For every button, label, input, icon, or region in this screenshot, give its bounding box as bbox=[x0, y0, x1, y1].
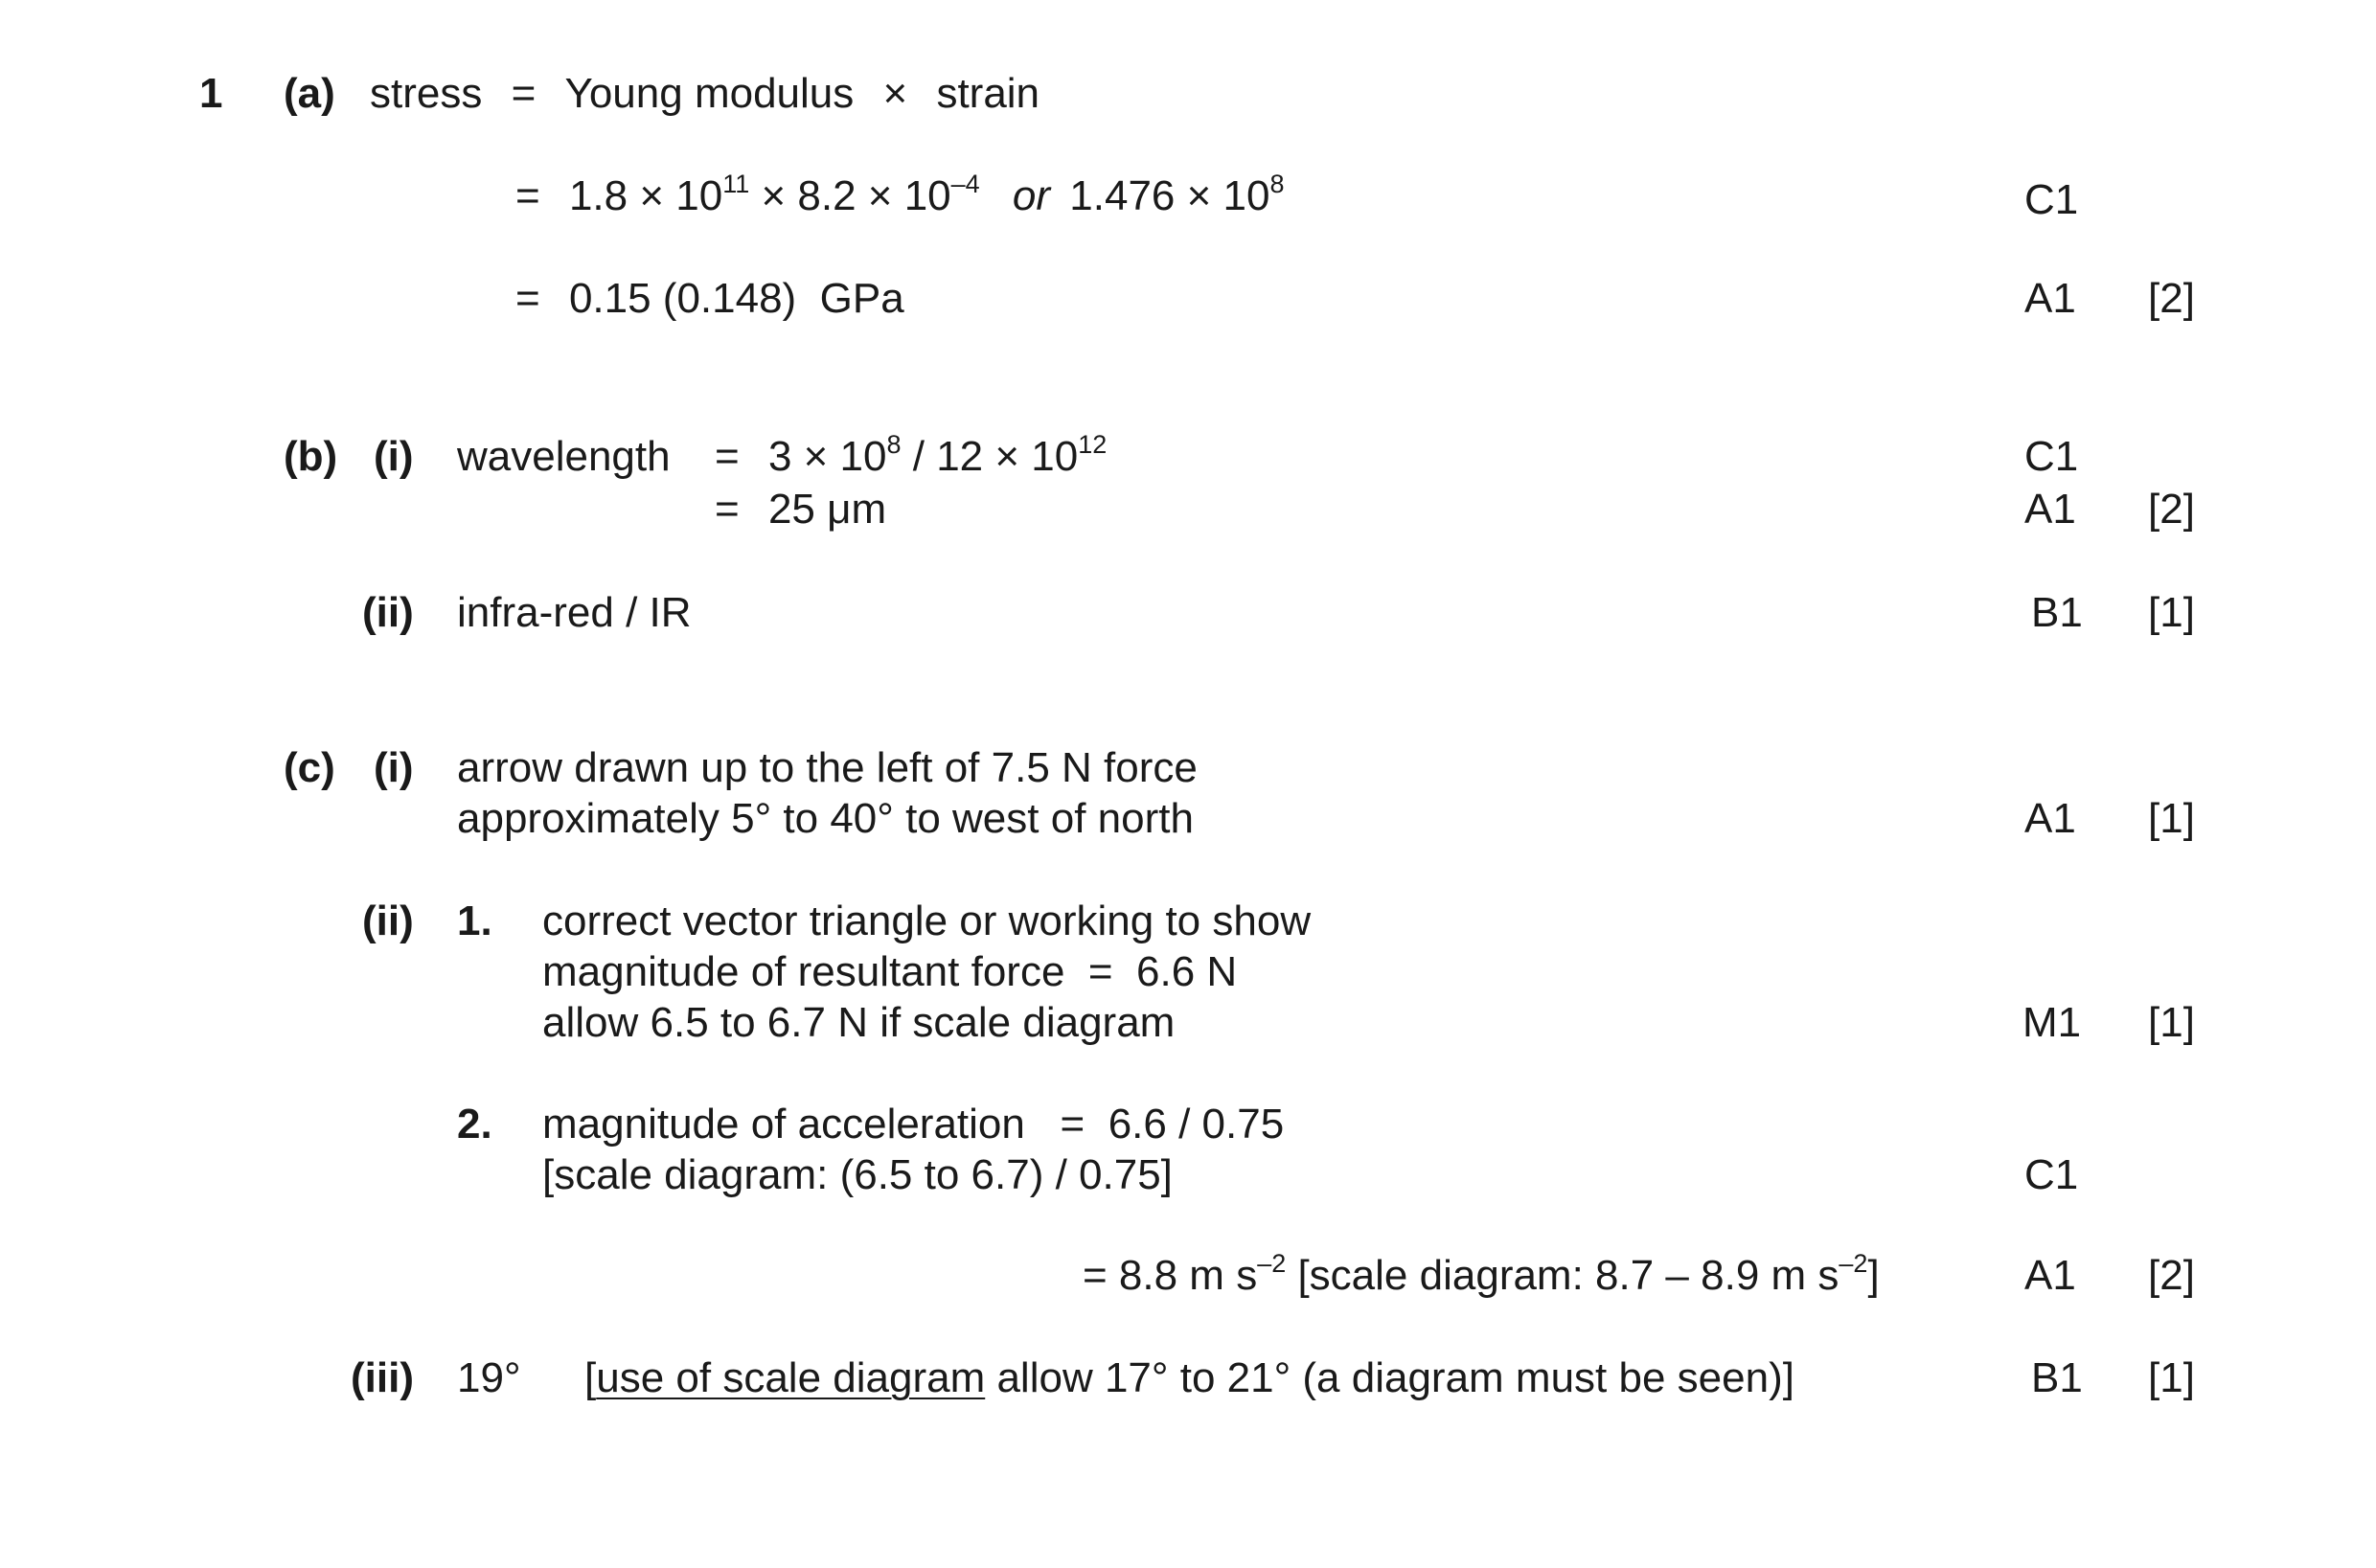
b-i-mark-a1: A1 bbox=[2024, 486, 2076, 533]
a-mark-a1: A1 bbox=[2024, 275, 2076, 322]
b-i-label: (i) bbox=[374, 433, 414, 480]
a-line1 bbox=[370, 70, 1040, 117]
c-ii-1-line1: correct vector triangle or working to show bbox=[542, 898, 1312, 944]
a-line1-t2: strain bbox=[936, 70, 1040, 117]
a-line1-t1: Young modulus bbox=[564, 70, 855, 117]
a-line1-eq: = bbox=[511, 70, 537, 117]
b-i-e2: 12 bbox=[1078, 430, 1108, 459]
c-ii-2-line1: magnitude of acceleration = 6.6 / 0.75 bbox=[542, 1101, 1285, 1148]
b-i-line2 bbox=[715, 486, 887, 533]
c-iii-label: (iii) bbox=[351, 1354, 414, 1401]
c-iii-rest: allow 17° to 21° (a diagram must be seen)] bbox=[985, 1354, 1794, 1401]
c-iii-open: [ bbox=[584, 1354, 597, 1401]
part-a-label: (a) bbox=[284, 70, 335, 117]
c-ii-2-mark-a1: A1 bbox=[2024, 1252, 2076, 1299]
b-ii-total: [1] bbox=[2148, 589, 2195, 636]
b-i-line1 bbox=[715, 430, 1108, 480]
a-line1-lhs: stress bbox=[370, 70, 483, 117]
c-ii-1-num: 1. bbox=[457, 898, 492, 944]
b-i-lhs: wavelength bbox=[457, 433, 671, 480]
part-c-label: (c) bbox=[284, 744, 335, 791]
b-i-p1: 3 × 10 bbox=[767, 433, 887, 480]
c-ii-2-num: 2. bbox=[457, 1101, 492, 1148]
c-ii-2-r2: [scale diagram: 8.7 – 8.9 m s bbox=[1286, 1252, 1839, 1299]
a-line2-or: or bbox=[1012, 172, 1051, 219]
c-ii-2-r3: ] bbox=[1867, 1252, 1880, 1299]
a-line1-times: × bbox=[882, 70, 908, 117]
c-ii-2-mark-c1: C1 bbox=[2024, 1151, 2079, 1198]
b-ii-text: infra-red / IR bbox=[457, 589, 692, 636]
b-ii-label: (ii) bbox=[362, 589, 414, 636]
a-line2-e1: 11 bbox=[722, 170, 750, 198]
b-i-res: 25 μm bbox=[767, 486, 887, 533]
part-b-label: (b) bbox=[284, 433, 338, 480]
c-iii-mark: B1 bbox=[2031, 1354, 2083, 1401]
b-i-eq1: = bbox=[715, 433, 740, 480]
b-i-expr bbox=[767, 430, 1108, 480]
c-i-total: [1] bbox=[2148, 795, 2195, 842]
c-ii-1-line2: magnitude of resultant force = 6.6 N bbox=[542, 948, 1238, 995]
c-ii-2-r1e: –2 bbox=[1257, 1249, 1287, 1278]
c-iii-note bbox=[584, 1354, 1794, 1401]
b-i-e1: 8 bbox=[886, 430, 902, 459]
c-ii-2-line2: [scale diagram: (6.5 to 6.7) / 0.75] bbox=[542, 1151, 1173, 1198]
a-line2-eq: = bbox=[515, 172, 540, 219]
c-iii-underlined: use of scale diagram bbox=[596, 1354, 986, 1401]
a-line2-alt bbox=[1069, 172, 1284, 219]
a-line2-expr bbox=[569, 172, 980, 219]
question-number: 1 bbox=[199, 70, 223, 117]
b-i-p2: / 12 × 10 bbox=[901, 433, 1079, 480]
b-i-total: [2] bbox=[2148, 486, 2195, 533]
a-line2-p3: 1.476 × 10 bbox=[1069, 172, 1270, 219]
c-ii-label: (ii) bbox=[362, 898, 414, 944]
c-iii-answer: 19° bbox=[457, 1354, 521, 1401]
a-line3-eq: = bbox=[515, 275, 540, 322]
a-line2-p2: × 8.2 × 10 bbox=[749, 172, 951, 219]
c-i-line1: arrow drawn up to the left of 7.5 N force bbox=[457, 744, 1198, 791]
c-ii-1-line3: allow 6.5 to 6.7 N if scale diagram bbox=[542, 999, 1176, 1046]
c-ii-2-result bbox=[1083, 1249, 1880, 1299]
c-iii-total: [1] bbox=[2148, 1354, 2195, 1401]
c-ii-2-r1: = 8.8 m s bbox=[1083, 1252, 1258, 1299]
b-i-mark-c1: C1 bbox=[2024, 433, 2079, 480]
a-line2-e2: –4 bbox=[950, 170, 980, 198]
a-line2-e3: 8 bbox=[1269, 170, 1285, 198]
c-ii-2-total: [2] bbox=[2148, 1252, 2195, 1299]
c-i-line2: approximately 5° to 40° to west of north bbox=[457, 795, 1194, 842]
c-i-label: (i) bbox=[374, 744, 414, 791]
b-ii-mark: B1 bbox=[2031, 589, 2083, 636]
c-ii-1-mark: M1 bbox=[2022, 999, 2082, 1046]
b-i-eq2: = bbox=[715, 486, 740, 533]
a-line3-text: 0.15 (0.148) GPa bbox=[568, 275, 904, 322]
a-line3 bbox=[515, 275, 904, 322]
c-ii-1-total: [1] bbox=[2148, 999, 2195, 1046]
a-line2 bbox=[515, 170, 1285, 219]
a-total: [2] bbox=[2148, 275, 2195, 322]
a-line2-p1: 1.8 × 10 bbox=[568, 172, 723, 219]
c-i-mark: A1 bbox=[2024, 795, 2076, 842]
c-ii-2-r2e: –2 bbox=[1839, 1249, 1868, 1278]
a-mark-c1: C1 bbox=[2024, 176, 2079, 223]
